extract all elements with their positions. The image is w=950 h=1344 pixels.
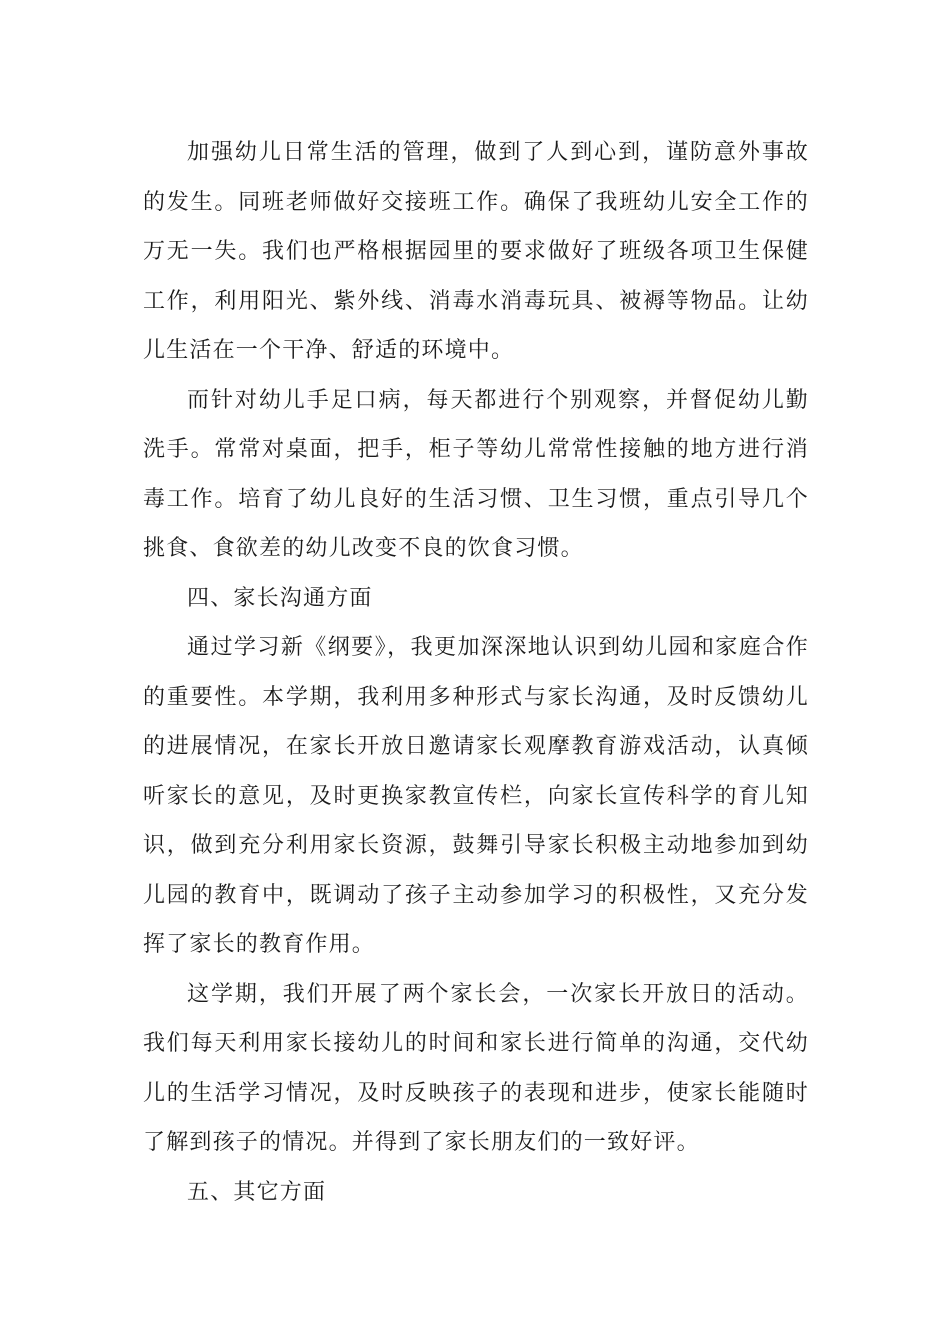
paragraph-parent-meetings: 这学期，我们开展了两个家长会，一次家长开放日的活动。我们每天利用家长接幼儿的时间和家长进行简单的沟通，交代幼儿的生活学习情况，及时反映孩子的表现和进步，使家长能随时了解到孩子的情况。并得到了家长朋友们的一致好评。	[143, 981, 809, 1155]
section-heading-other-aspects: 五、其它方面	[187, 1179, 327, 1205]
paragraph-outline-study: 通过学习新《纲要》，我更加深深地认识到幼儿园和家庭合作的重要性。本学期，我利用多种形式与家长沟通，及时反馈幼儿的进展情况，在家长开放日邀请家长观摩教育游戏活动，认真倾听家长的意见，及时更换家教宣传栏，向家长宣传科学的育儿知识，做到充分利用家长资源，鼓舞引导家长积极主动地参加到幼儿园的教育中，既调动了孩子主动参加学习的积极性，又充分发挥了家长的教育作用。	[143, 635, 809, 957]
paragraph-daily-care: 加强幼儿日常生活的管理，做到了人到心到，谨防意外事故的发生。同班老师做好交接班工作。确保了我班幼儿安全工作的万无一失。我们也严格根据园里的要求做好了班级各项卫生保健工作，利用阳光、紫外线、消毒水消毒玩具、被褥等物品。让幼儿生活在一个干净、舒适的环境中。	[143, 140, 809, 363]
paragraph-hand-foot-mouth: 而针对幼儿手足口病，每天都进行个别观察，并督促幼儿勤洗手。常常对桌面，把手，柜子等幼儿常常性接触的地方进行消毒工作。培育了幼儿良好的生活习惯、卫生习惯，重点引导几个挑食、食欲差的幼儿改变不良的饮食习惯。	[143, 387, 809, 561]
document-body	[143, 128, 809, 1217]
section-heading-parent-communication: 四、家长沟通方面	[187, 585, 373, 611]
